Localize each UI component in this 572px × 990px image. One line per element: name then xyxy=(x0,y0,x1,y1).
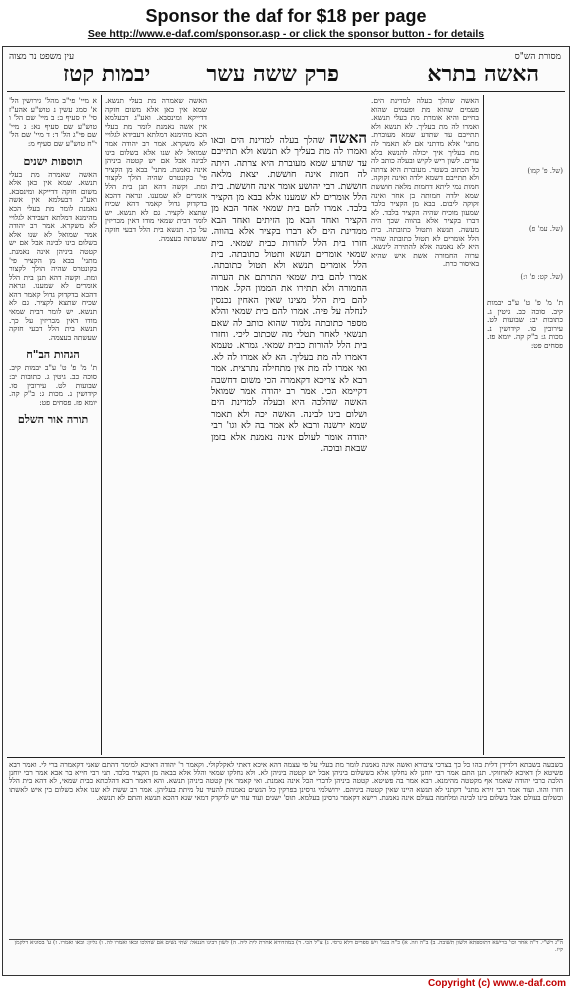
ein-mishpat-notes: א מיי' פי"ב מהל' גירושין הל' א' סמג עשין נ טוש"ע אהע"ז סי' יז סעיף ב: ב מיי' שם הל' ו טוש"ע שם סעיף נא: ג מיי' שם פי"ג הל' ד: ד מיי' שם הל' י"ח טוש"ע שם סעיף מ: xyxy=(9,97,97,148)
gemara-opening-word: האשה xyxy=(329,133,367,147)
bottom-commentary xyxy=(9,761,563,937)
header-rule xyxy=(7,91,565,92)
header-chapter-number: פרק ששה עשר xyxy=(206,61,339,87)
rashi-text: האשה שהלך בעלה למדינת הים. פעמים שהוא מת ופעמים שהוא בחיים והיא אומרת מת בעלי תנשא. ואמרו לה מת בעליך. לא תנשא ולא תתייבם עד שתדע שמא מעוברת. מתני' אלא מדתני אם לא תאמר לה מת בעליך איך יכולה להנשא בלא עדים. לשון ריש לקיש ובעלה כותב לה כל הכתוב בשטר. מעוברת היא צרתה ולא תתייבם דשמא ילדה ואינה זקוקה. חמות נמי ליתא דחמות מלאה חוששת שמא ילדה חמותה בן אחר ואינה זקוקה ליבום. בבא מן הקציר בלבד שמעון מוכיח שהיה הקציר בלבד. לא דברו בקציר אלא בהווה שכך היה מעשה. תנשא ותטול כתובתה. בית הלל אומרים לא תטול כתובתה שהרי היא לא נאמנה אלא להתירה לינשא. ערוה החמורה אשת איש שהיא באיסור כרת. xyxy=(371,97,479,269)
ein-mishpat-column xyxy=(9,97,97,753)
talmud-page xyxy=(2,46,570,976)
hagahot-text: ת' מ' פ' ט' ע"ב יבמות קיב. סוכה כב. גיטין ג. כתובות יב: שבועות לט. עירובין סו. קידושין נ. מכות ג: ב"ק קה. יומא פז. פסחים פט: xyxy=(9,363,97,407)
header-chapter-name: האשה בתרא xyxy=(427,61,539,87)
tosafot-yeshanim-heading: תוספות ישנים xyxy=(23,154,83,168)
masoret-hashas-column xyxy=(487,97,563,753)
bottom-rule xyxy=(7,757,565,758)
column-divider-right xyxy=(483,95,484,755)
tosafot-column xyxy=(105,97,207,753)
sponsor-title[interactable]: Sponsor the daf for $18 per page xyxy=(145,6,427,26)
footnotes-text: ה"ג רש"י. ד"ה אחד וכו' ברישא דתוספתא ולשון תשובה. ב) ב"ה וזה. א) כ"ה בגמ' ויש ספרים דלא גרסי. ג) צ"ל הכי. ד) במהדורא אחרת לית ליה. ה) לשון רבינו חננאל: שתי נשים אם שהלכו ובאו ואמרו לה. ו) גליון: ובאו ואמרו. ז) ע' בסוגיא דלקמן קיז. xyxy=(14,940,563,953)
torah-or-heading: תורה אור השלם xyxy=(17,413,89,427)
hagahot-habach-heading: הגהות הב"ח xyxy=(26,348,80,362)
copyright-link[interactable]: Copyright (c) www.e-daf.com xyxy=(428,978,566,989)
sponsor-banner[interactable] xyxy=(0,0,572,44)
margin-label-1: (של. פ' קמו) xyxy=(527,167,563,175)
sponsor-subtitle[interactable] xyxy=(0,28,572,40)
gemara-tail: האשה יכה ולא תאמר שמא ירשנה ורבא לא אמר בה לא וגו' רבי יהודה אומר לעולם אינה נאמנת אלא בזמן שבאת ובוכה. xyxy=(211,408,367,454)
sponsor-link[interactable]: See http://www.e-daf.com/sponsor.asp - or click the sponsor button - for details xyxy=(87,28,485,40)
margin-label-3: (של. קט: פ' ו:) xyxy=(520,273,563,281)
column-divider-left xyxy=(101,95,102,755)
header-masoret: מסורת הש"ס xyxy=(514,52,561,62)
bottom-commentary-text: בשבעה בשבתא דלדידן דלית בהו כל כך בצרכי ציבורא ואשה אינה נאמנת לומר מת בעלי על פי עצמה דהא איכא דאתי לאקלקולי. וקאמר ר' יהודה דאיכא למימר דהתם שאני דקאמרה ברי לי. ואמר רבא פשיטא לן דאיכא לאחזוקי. תנן התם אמר רבי יוחנן לא נחלקו אלא בששלום ביניהן אבל יש קטטה ביניהן לא. ולא נחלקו שמאי והלל אלא בבאה מן הקציר בלבד. תני רבי חייא בר אבא אמר רבי יוחנן הלכה כרבי יהודה שאמר אף מקטטה מהימנא. רבא אמר בה פשיטא. קטטה ביניהן לדברי הכל אינה נאמנת. ואי קאמר אין קטטה ביניהן תנשא. והא דאמר רבא דהלכתא כבית שמאי, לא דהא בית הלל חזרו והוו. ועוד אמר רבי זירא מתני' דקתני לא תנשא היינו שאין קטטה ביניהם. ירושלמי גרסינן בפרקין כל הנשים נאמנות להעיד על מיתת בעליהן. אמר רב ששת לא שנו אלא בשלום בין איש לאשתו ובשלום בעולם אבל בשלום בינו לבינה ומלחמה בעולם אינה נאמנת. רישא דקאמר גרסינן בעלמא. תוס' ישנים ועוד עוד יש לדקדק דמאי שנא דהכא תנשא והתם לא תנשא. xyxy=(9,761,563,802)
tosafot-text: האשה שאמרה מת בעלי תנשא. שמא אין כאן אלא משום חזקה דדייקא ומינסבא. ואע"ג דבעלמא אין אשה נאמנת לומר מת בעלי הכא מהימנא דמלתא דעבידא לגלויי לא משקרא. אמר רב יהודה אמר שמואל לא שנו אלא בשלום בינו לבינה אבל אם יש קטטה ביניהן אינה נאמנת. מתני' בבא מן הקציר פי' בקונטרס שהיה הולך לקצור ומת. וקשה דהא תנן בית הלל אומרים לא שמענו. ונראה דהכא בדקדוק גדול קאמר דהא שכיח שתצא לקציר. גם לא תנשא. יש לומר דבית שמאי מודו דאין מכריזין על כך. תנשא בית הלל דבעי חזקה שעשתה בעצמה. xyxy=(105,97,207,243)
footnotes xyxy=(9,939,563,970)
tosafot-yeshanim-text: האשה שאמרה מת בעלי תנשא. שמא אין כאן אלא משום חזקה דדייקא ומינסבא. ואע"ג דבעלמא אין אשה נאמנת לומר מת בעלי הכא מהימנא דמלתא דעבידא לגלויי לא משקרא. אמר רב יהודה אמר שמואל לא שנו אלא בשלום בינו לבינה אבל אם יש קטטה ביניהן אינה נאמנת. מתני' בבא מן הקציר פי' בקונטרס שהיה הולך לקצור ומת. וקשה דהא תנן בית הלל אומרים לא שמענו. ונראה דהכא בדקדוק גדול קאמר דהא שכיח שתצא לקציר. גם לא תנשא. יש לומר דבית שמאי מודו דאין מכריזין על כך. תנשא בית הלל דבעי חזקה שעשתה בעצמה. xyxy=(9,169,97,342)
header-tractate-page: יבמות קטז xyxy=(63,61,151,87)
rashi-column xyxy=(371,97,479,753)
margin-label-2: (של. עמ' פ) xyxy=(528,225,563,233)
header-ein-mishpat: עין משפט נר מצוה xyxy=(9,52,75,62)
gemara-text: שהלך בעלה למדינת הים ובאו ואמרו לה מת בעליך לא תנשא ולא תתייבם עד שתדע שמא מעוברת היא צרתה. היתה לה חמות אינה חוששת. יצאת מלאה חוששת. רבי יהושע אומר אינה חוששת. בית הלל אומרים לא שמענו אלא בבא מן הקציר בלבד. אמרו להם בית שמאי אחד הבא מן הקציר ואחד הבא מן הזיתים ואחד הבא ממדינת הים לא דברו בקציר אלא בהווה. חזרו בית הלל להורות כבית שמאי. בית שמאי אומרים תנשא ותטול כתובתה. בית הלל אומרים תנשא ולא תטול כתובתה. אמרו להם בית שמאי התרתם את הערוה החמורה ולא תתירו את הממון הקל. אמרו להם בית הלל מצינו שאין האחין נכנסין לנחלה על פיה. אמרו להם בית שמאי והלא מספר כתובתה נלמוד שהוא כותב לה שאם תנשאי לאחר תטלי מה שכתוב ליכי. וחזרו בית הלל להורות כבית שמאי. גמרא. טעמא דאמרו לה מת בעליך. הא לא אמרו לה לא. ואי אמרו לה מת אין מתחילה נתרצית. אמר רבא לא צריכא דקאמרה הכי משום דחשבה דקיימא הכי. אמר רב יהודה אמר שמואל האשה שהלכה היא ובעלה למדינת הים ושלום בינו לבינה. xyxy=(211,135,367,420)
masoret-notes: ת' מ' פ' ט' ע"ב יבמות קיב. סוכה כב. גיטין ג. כתובות יב: שבועות לט. עירובין סו. קידושין נ. מכות ג: ב"ק קה. יומא פז. פסחים פט: xyxy=(487,298,563,350)
gemara-column xyxy=(211,133,367,753)
